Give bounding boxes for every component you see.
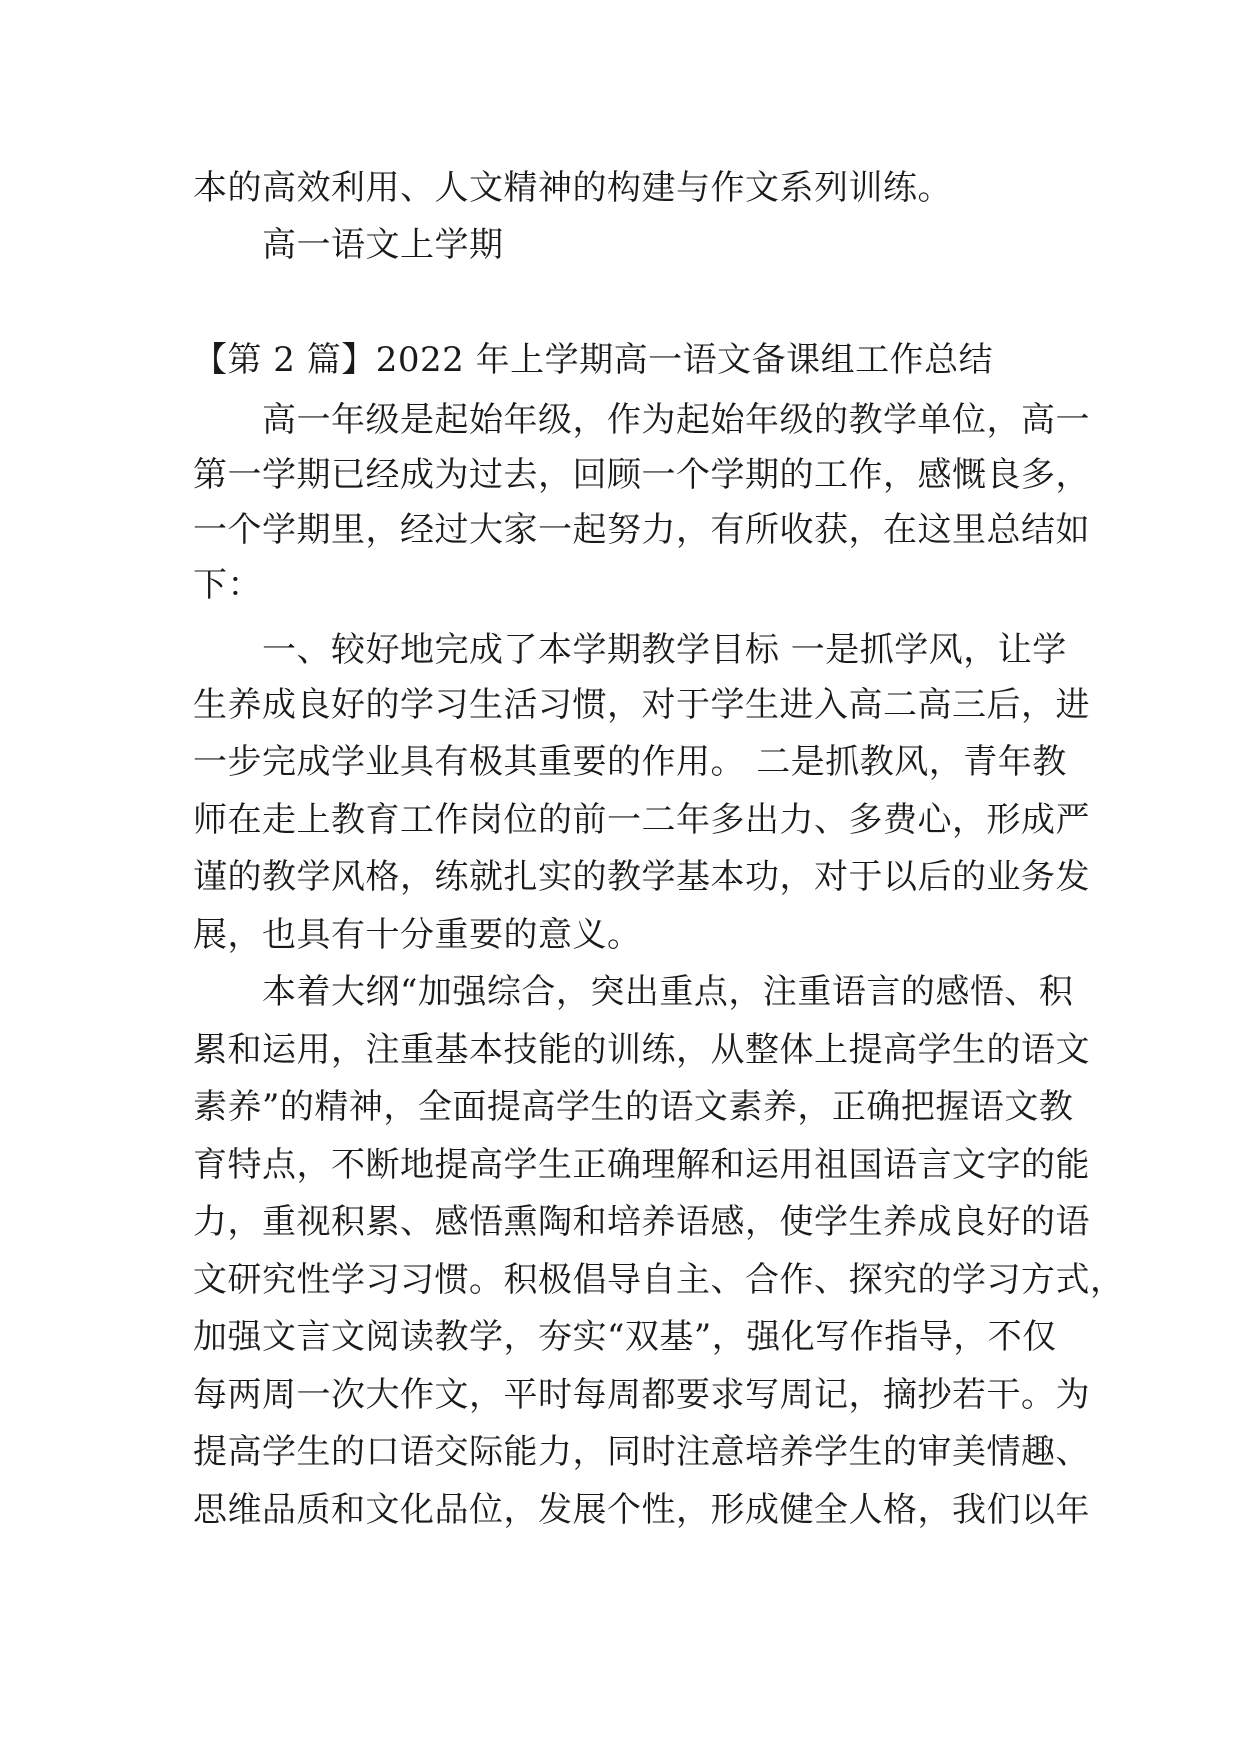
text-line: 生养成良好的学习生活习惯，对于学生进入高二高三后，进: [193, 685, 1090, 725]
text-line: 展，也具有十分重要的意义。: [193, 915, 642, 955]
text-line: 一、较好地完成了本学期教学目标 一是抓学风，让学: [262, 630, 1067, 670]
text-line: 文研究性学习习惯。积极倡导自主、合作、探究的学习方式，: [193, 1260, 1125, 1300]
text-line: 第一学期已经成为过去，回顾一个学期的工作，感慨良多，: [193, 455, 1090, 495]
text-line: 下：: [193, 565, 262, 605]
text-line: 师在走上教育工作岗位的前一二年多出力、多费心，形成严: [193, 800, 1090, 840]
text-line: 提高学生的口语交际能力，同时注意培养学生的审美情趣、: [193, 1432, 1090, 1472]
text-line: 累和运用，注重基本技能的训练，从整体上提高学生的语文: [193, 1030, 1090, 1070]
text-line: 力，重视积累、感悟熏陶和培养语感，使学生养成良好的语: [193, 1202, 1090, 1242]
text-line: 每两周一次大作文，平时每周都要求写周记，摘抄若干。为: [193, 1375, 1090, 1415]
text-line: 本着大纲“加强综合，突出重点，注重语言的感悟、积: [262, 972, 1074, 1012]
text-line: 育特点，不断地提高学生正确理解和运用祖国语言文字的能: [193, 1145, 1090, 1185]
text-line: 一步完成学业具有极其重要的作用。 二是抓教风，青年教: [193, 742, 1067, 782]
text-line-continuation: 本的高效利用、人文精神的构建与作文系列训练。: [193, 168, 952, 208]
text-line-signature: 高一语文上学期: [262, 225, 504, 265]
text-line: 加强文言文阅读教学，夯实“双基”，强化写作指导，不仅: [193, 1317, 1057, 1357]
text-line: 高一年级是起始年级，作为起始年级的教学单位，高一: [262, 400, 1090, 440]
text-line: 一个学期里，经过大家一起努力，有所收获，在这里总结如: [193, 510, 1090, 550]
text-line: 素养”的精神，全面提高学生的语文素养，正确把握语文教: [193, 1087, 1074, 1127]
section-title: 【第 2 篇】2022 年上学期高一语文备课组工作总结: [193, 340, 994, 380]
text-line: 思维品质和文化品位，发展个性，形成健全人格，我们以年: [193, 1490, 1090, 1530]
text-line: 谨的教学风格，练就扎实的教学基本功，对于以后的业务发: [193, 857, 1090, 897]
